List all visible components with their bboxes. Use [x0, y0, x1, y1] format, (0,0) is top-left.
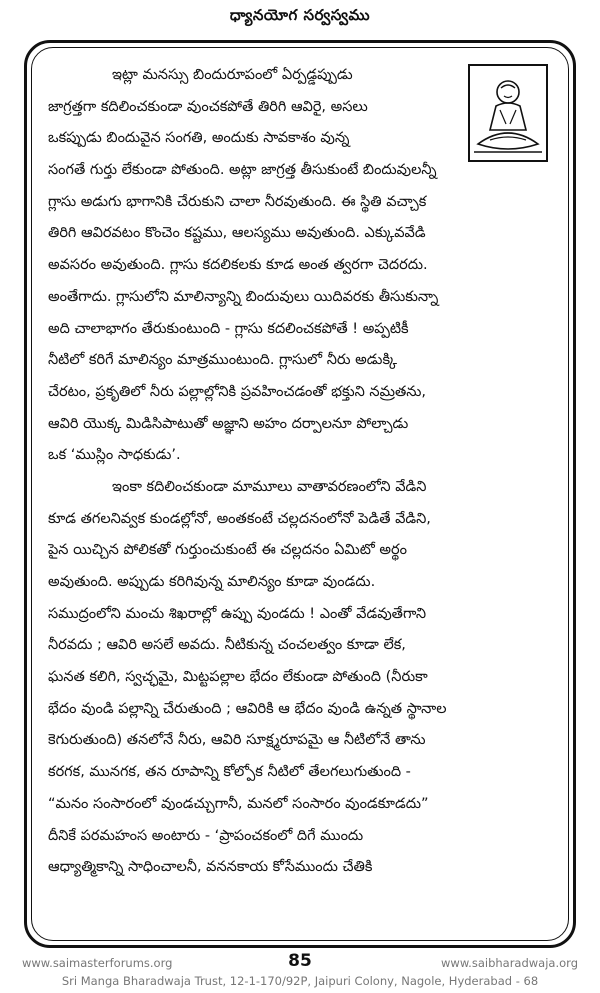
footer-forum-link[interactable]: www.saimasterforums.org — [22, 956, 173, 970]
text-line: తిరిగి ఆవిరవటం కొంచెం కష్టము, ఆలస్యము అవుతుంది. ఎక్కువవేడి — [48, 225, 426, 242]
text-line: దీనికే పరమహంస అంటారు - ‘ప్రాపంచకంలో దిగే ముందు — [48, 827, 364, 844]
text-line: అవుతుంది. అప్పుడు కరిగివున్న మాలిన్యం కూడా వుండదు. — [48, 574, 376, 590]
text-line: పైన యిచ్చిన పోలికతో గుర్తుంచుకుంటే ఈ చల్లదనం ఏమిటో అర్థం — [48, 542, 407, 559]
text-line: భేదం వుండి పల్లాన్ని చేరుతుంది ; ఆవిరికి ఆ భేదం వుండి ఉన్నత స్థానాల — [48, 700, 447, 717]
text-line: కూడ తగలనివ్వక కుండల్లోనో, అంతకంటే చల్లదనంలోనో పెడితే వేడిని, — [48, 510, 431, 527]
text-line: ఇట్లా మనస్సు బిందురూపంలో ఏర్పడ్డప్పుడు — [112, 67, 353, 83]
footer-site-link[interactable]: www.saibharadwaja.org — [441, 956, 578, 970]
footer-address: Sri Manga Bharadwaja Trust, 12-1-170/92P, Jaipuri Colony, Nagole, Hyderabad - 68 — [61, 974, 539, 988]
text-line: అది చాలాభాగం తేరుకుంటుంది - గ్లాసు కదలించకపోతే ! అప్పటికీ — [48, 320, 409, 337]
text-line: అంతేగాదు. గ్లాసులోని మాలిన్యాన్ని బిందువులు యిదివరకు తీసుకున్నా — [48, 288, 439, 305]
text-line: నీరవదు ; ఆవిరి అసలే అవదు. నీటికున్న చంచలత్వం కూడా లేక, — [48, 637, 406, 654]
text-line: ఇంకా కదిలించకుండా మామూలు వాతావరణంలోని వేడిని — [112, 478, 427, 495]
text-line: గ్లాసు అడుగు భాగానికి చేరుకుని చాలా నీరవుతుంది. ఈ స్థితి వచ్చాక — [48, 193, 427, 210]
text-line: ఘనత కలిగి, స్వచ్ఛమై, మిట్టపల్లాల భేదం లేకుండా పోతుంది (నీరుకా — [48, 669, 428, 686]
text-line: సంగతే గుర్తు లేకుండా పోతుంది. అట్లా జాగ్రత్త తీసుకుంటే బిందువులన్నీ — [48, 162, 437, 179]
running-header: ధ్యానయోగ సర్వస్వము — [229, 6, 371, 24]
text-line: ఒక ‘ముస్లిం సాధకుడు’. — [48, 447, 181, 464]
text-line: జాగ్రత్తగా కదిలించకుండా వుంచకపోతే తిరిగి ఆవిరై, అసలు — [48, 98, 368, 115]
body-text — [48, 60, 560, 884]
text-line: ఒకప్పుడు బిందువైన సంగతి, అందుకు సావకాశం వున్న — [48, 130, 350, 147]
text-line: ఆధ్యాత్మికాన్ని సాధించాలనీ, వననకాయ కోసేముందు చేతికి — [48, 859, 373, 876]
text-line: కరగక, మునగక, తన రూపాన్ని కోల్పోక నీటిలో తేలగలుగుతుంది - — [48, 764, 411, 781]
text-line: అవసరం అవుతుంది. గ్లాసు కదలికలకు కూడ అంత త్వరగా చెదరదు. — [48, 257, 428, 274]
text-line: “మనం సంసారంలో వుండచ్చుగానీ, మనలో సంసారం వుండకూడదు” — [48, 795, 429, 812]
text-line: చేరటం, ప్రకృతిలో నీరు పల్లాల్లోనికి ప్రవహించడంతో భక్తుని నమ్రతను, — [48, 383, 427, 400]
text-line: నీటిలో కరిగే మాలిన్యం మాత్రముంటుంది. గ్లాసులో నీరు అడుక్కి — [48, 352, 398, 369]
text-line: సముద్రంలోని మంచు శిఖరాల్లో ఉప్పు వుండదు ! ఎంతో వేడవుతేగాని — [48, 605, 427, 622]
text-line: కెగురుతుంది) తనలోనే నీరు, ఆవిరి సూక్ష్మరూపమై ఆ నీటిలోనే తాను — [48, 732, 426, 749]
page-number: 85 — [288, 951, 312, 971]
text-line: ఆవిరి యొక్క మిడిసిపాటుతో అజ్ఞాని అహం దర్పాలనూ పోల్చాడు — [48, 415, 409, 432]
